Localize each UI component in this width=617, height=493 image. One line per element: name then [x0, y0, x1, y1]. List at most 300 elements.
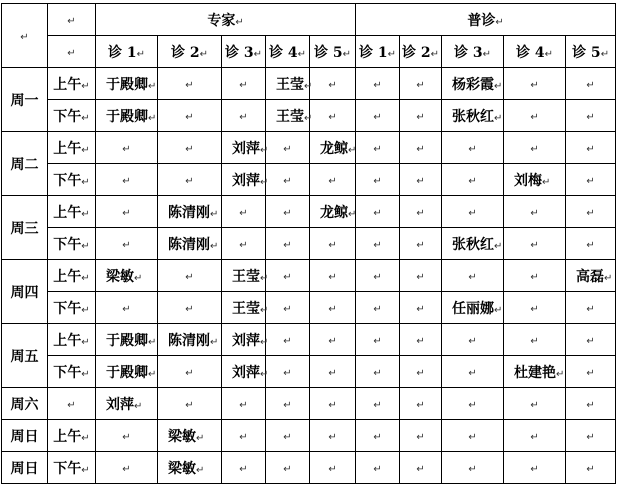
doctor-cell [96, 388, 158, 420]
paragraph-mark: ↵ [67, 399, 76, 411]
paragraph-mark: ↵ [348, 208, 357, 220]
doctor-cell [356, 420, 400, 452]
paragraph-mark: ↵ [468, 367, 477, 379]
paragraph-mark: ↵ [416, 271, 425, 283]
paragraph-mark: ↵ [348, 144, 357, 156]
paragraph-mark: ↵ [81, 272, 90, 284]
paragraph-mark: ↵ [210, 208, 219, 220]
doctor-name: 高磊 [576, 268, 605, 285]
paragraph-mark: ↵ [416, 143, 425, 155]
paragraph-mark: ↵ [373, 207, 382, 219]
doctor-cell [266, 228, 310, 260]
paragraph-mark: ↵ [468, 271, 477, 283]
doctor-cell [566, 196, 616, 228]
doctor-cell [266, 164, 310, 196]
doctor-cell [504, 132, 566, 164]
period-label: 上午 [53, 268, 82, 285]
doctor-cell [158, 164, 222, 196]
paragraph-mark: ↵ [148, 80, 157, 92]
doctor-cell [266, 452, 310, 484]
doctor-cell [566, 356, 616, 388]
doctor-cell [158, 228, 222, 260]
paragraph-mark: ↵ [260, 144, 269, 156]
doctor-cell [158, 260, 222, 292]
doctor-cell [96, 420, 158, 452]
col-header-general-1: 诊 1↵ [356, 36, 400, 68]
day-cell [2, 420, 48, 452]
doctor-cell [356, 356, 400, 388]
paragraph-mark: ↵ [239, 431, 248, 443]
period-label: 下午 [53, 236, 82, 253]
doctor-cell [566, 164, 616, 196]
period-label: 上午 [53, 140, 82, 157]
doctor-name: 于殿卿 [106, 332, 148, 349]
doctor-cell [566, 132, 616, 164]
day-cell [2, 196, 48, 260]
paragraph-mark: ↵ [328, 463, 337, 475]
paragraph-mark: ↵ [416, 303, 425, 315]
doctor-cell [96, 228, 158, 260]
doctor-name: 龙鲸 [320, 204, 348, 221]
paragraph-mark: ↵ [283, 175, 292, 187]
paragraph-mark: ↵ [586, 399, 595, 411]
period-cell [48, 228, 96, 260]
doctor-cell [566, 228, 616, 260]
clinic-schedule-table [1, 3, 616, 484]
doctor-cell [222, 388, 266, 420]
doctor-cell [442, 132, 504, 164]
paragraph-mark: ↵ [239, 111, 248, 123]
doctor-cell [442, 260, 504, 292]
doctor-cell [266, 292, 310, 324]
paragraph-mark: ↵ [468, 175, 477, 187]
paragraph-mark: ↵ [468, 143, 477, 155]
paragraph-mark: ↵ [530, 143, 539, 155]
paragraph-mark: ↵ [530, 303, 539, 315]
period-cell [48, 100, 96, 132]
doctor-cell [310, 164, 356, 196]
doctor-cell [356, 292, 400, 324]
doctor-cell [400, 196, 442, 228]
doctor-cell [504, 260, 566, 292]
doctor-cell [222, 356, 269, 388]
doctor-cell [566, 388, 616, 420]
day-cell [2, 452, 48, 484]
doctor-cell [266, 68, 313, 100]
doctor-cell [566, 324, 616, 356]
paragraph-mark: ↵ [239, 399, 248, 411]
period-label: 下午 [53, 108, 82, 125]
doctor-name: 陈清刚 [168, 236, 210, 253]
day-label: 周五 [10, 348, 39, 365]
paragraph-mark: ↵ [530, 431, 539, 443]
paragraph-mark: ↵ [81, 112, 90, 124]
period-cell [48, 356, 96, 388]
paragraph-mark: ↵ [416, 431, 425, 443]
doctor-cell [96, 100, 158, 132]
paragraph-mark: ↵ [260, 272, 269, 284]
period-label: 下午 [53, 172, 82, 189]
paragraph-mark: ↵ [416, 207, 425, 219]
doctor-cell [400, 100, 442, 132]
paragraph-mark: ↵ [210, 336, 219, 348]
doctor-cell [504, 196, 566, 228]
paragraph-mark: ↵ [81, 144, 90, 156]
paragraph-mark: ↵ [210, 240, 219, 252]
paragraph-mark: ↵ [283, 335, 292, 347]
paragraph-mark: ↵ [416, 463, 425, 475]
paragraph-mark: ↵ [530, 111, 539, 123]
paragraph-mark: ↵ [260, 336, 269, 348]
paragraph-mark: ↵ [185, 399, 194, 411]
doctor-cell [266, 324, 310, 356]
doctor-cell [222, 228, 266, 260]
paragraph-mark: ↵ [468, 335, 477, 347]
doctor-cell [266, 356, 310, 388]
col-header-general-4: 诊 4↵ [504, 36, 566, 68]
doctor-cell [442, 68, 504, 100]
paragraph-mark: ↵ [185, 79, 194, 91]
doctor-cell [400, 324, 442, 356]
day-cell [2, 132, 48, 196]
doctor-name: 杨彩霞 [452, 76, 495, 93]
group-header-expert: 专家↵ [96, 4, 356, 36]
paragraph-mark: ↵ [373, 143, 382, 155]
paragraph-mark: ↵ [530, 271, 539, 283]
doctor-cell [400, 260, 442, 292]
paragraph-mark: ↵ [260, 368, 269, 380]
doctor-cell [158, 420, 222, 452]
doctor-cell [96, 356, 158, 388]
paragraph-mark: ↵ [122, 239, 131, 251]
doctor-cell [158, 324, 222, 356]
paragraph-mark: ↵ [468, 399, 477, 411]
paragraph-mark: ↵ [373, 335, 382, 347]
period-cell [48, 260, 96, 292]
paragraph-mark: ↵ [328, 399, 337, 411]
paragraph-mark: ↵ [134, 272, 143, 284]
doctor-cell [310, 324, 356, 356]
paragraph-mark: ↵ [122, 431, 131, 443]
paragraph-mark: ↵ [328, 367, 337, 379]
paragraph-mark: ↵ [373, 399, 382, 411]
group-header-general: 普诊↵ [356, 4, 616, 36]
paragraph-mark: ↵ [239, 79, 248, 91]
paragraph-mark: ↵ [373, 463, 382, 475]
day-label: 周二 [10, 156, 39, 173]
doctor-cell [310, 260, 356, 292]
doctor-cell [566, 292, 616, 324]
period-label: 上午 [53, 204, 82, 221]
paragraph-mark: ↵ [416, 175, 425, 187]
header-row-groups [2, 4, 616, 36]
doctor-cell [504, 452, 566, 484]
doctor-name: 梁敏 [168, 428, 196, 445]
doctor-name: 于殿卿 [106, 108, 148, 125]
paragraph-mark: ↵ [328, 335, 337, 347]
doctor-cell [442, 164, 504, 196]
paragraph-mark: ↵ [304, 80, 313, 92]
paragraph-mark: ↵ [373, 79, 382, 91]
doctor-cell [222, 292, 269, 324]
doctor-cell [400, 356, 442, 388]
paragraph-mark: ↵ [556, 368, 565, 380]
paragraph-mark: ↵ [586, 175, 595, 187]
paragraph-mark: ↵ [530, 335, 539, 347]
paragraph-mark: ↵ [185, 271, 194, 283]
paragraph-mark: ↵ [530, 207, 539, 219]
doctor-cell [266, 420, 310, 452]
doctor-cell [356, 324, 400, 356]
doctor-cell [222, 196, 266, 228]
doctor-name: 王莹 [232, 300, 260, 317]
doctor-cell [222, 68, 266, 100]
day-label: 周日 [10, 460, 39, 477]
doctor-cell [158, 196, 222, 228]
paragraph-mark: ↵ [283, 271, 292, 283]
paragraph-mark: ↵ [328, 175, 337, 187]
doctor-cell [400, 452, 442, 484]
paragraph-mark: ↵ [148, 368, 157, 380]
doctor-cell [158, 132, 222, 164]
schedule-row [2, 100, 616, 132]
period-cell [48, 420, 96, 452]
doctor-cell [356, 452, 400, 484]
day-cell [2, 388, 48, 420]
paragraph-mark: ↵ [494, 80, 503, 92]
doctor-cell [400, 68, 442, 100]
paragraph-mark: ↵ [283, 207, 292, 219]
paragraph-mark: ↵ [586, 111, 595, 123]
doctor-cell [222, 100, 266, 132]
paragraph-mark: ↵ [586, 79, 595, 91]
period-cell [48, 68, 96, 100]
paragraph-mark: ↵ [81, 240, 90, 252]
paragraph-mark: ↵ [148, 112, 157, 124]
doctor-cell [442, 356, 504, 388]
col-header-expert-5: 诊 5↵ [310, 36, 356, 68]
header-blank-cell: ↵ [48, 36, 96, 68]
paragraph-mark: ↵ [586, 335, 595, 347]
day-cell [2, 68, 48, 132]
doctor-name: 龙鲸 [320, 140, 348, 157]
paragraph-mark: ↵ [328, 303, 337, 315]
doctor-cell [400, 164, 442, 196]
paragraph-mark: ↵ [260, 176, 269, 188]
paragraph-mark: ↵ [148, 336, 157, 348]
doctor-cell [310, 388, 356, 420]
doctor-cell [96, 196, 158, 228]
schedule-row [2, 228, 616, 260]
doctor-cell [400, 132, 442, 164]
doctor-cell [504, 164, 566, 196]
doctor-cell [442, 100, 504, 132]
paragraph-mark: ↵ [239, 207, 248, 219]
doctor-cell [310, 68, 356, 100]
paragraph-mark: ↵ [81, 80, 90, 92]
schedule-row [2, 356, 616, 388]
paragraph-mark: ↵ [283, 463, 292, 475]
doctor-cell [96, 292, 158, 324]
col-header-general-5: 诊 5↵ [566, 36, 616, 68]
doctor-cell [158, 100, 222, 132]
paragraph-mark: ↵ [328, 431, 337, 443]
header-blank-cell: ↵ [48, 4, 96, 36]
paragraph-mark: ↵ [283, 431, 292, 443]
doctor-cell [504, 324, 566, 356]
schedule-row [2, 388, 616, 420]
schedule-row [2, 164, 616, 196]
paragraph-mark: ↵ [416, 239, 425, 251]
doctor-cell [310, 356, 356, 388]
doctor-cell [310, 292, 356, 324]
period-cell [48, 388, 96, 420]
doctor-name: 刘萍 [232, 140, 260, 157]
paragraph-mark: ↵ [185, 367, 194, 379]
doctor-name: 梁敏 [106, 268, 134, 285]
paragraph-mark: ↵ [530, 399, 539, 411]
period-cell [48, 132, 96, 164]
doctor-cell [504, 292, 566, 324]
paragraph-mark: ↵ [530, 239, 539, 251]
schedule-row [2, 324, 616, 356]
paragraph-mark: ↵ [283, 303, 292, 315]
doctor-cell [504, 68, 566, 100]
paragraph-mark: ↵ [586, 239, 595, 251]
doctor-cell [504, 228, 566, 260]
doctor-cell [566, 100, 616, 132]
doctor-cell [310, 196, 356, 228]
paragraph-mark: ↵ [81, 464, 90, 476]
col-header-general-3: 诊 3↵ [442, 36, 504, 68]
schedule-row [2, 292, 616, 324]
doctor-cell [266, 388, 310, 420]
doctor-cell [356, 228, 400, 260]
doctor-name: 于殿卿 [106, 364, 148, 381]
paragraph-mark: ↵ [586, 207, 595, 219]
period-cell [48, 196, 96, 228]
period-label: 上午 [53, 76, 82, 93]
paragraph-mark: ↵ [542, 176, 551, 188]
doctor-name: 任丽娜 [452, 300, 495, 317]
col-header-expert-3: 诊 3↵ [222, 36, 266, 68]
doctor-cell [442, 292, 504, 324]
schedule-row [2, 132, 616, 164]
doctor-cell [310, 132, 356, 164]
doctor-name: 张秋红 [452, 108, 495, 125]
period-cell [48, 292, 96, 324]
paragraph-mark: ↵ [373, 431, 382, 443]
paragraph-mark: ↵ [185, 143, 194, 155]
paragraph-mark: ↵ [239, 239, 248, 251]
day-cell [2, 324, 48, 388]
doctor-cell [400, 388, 442, 420]
doctor-name: 杜建艳 [514, 364, 557, 381]
doctor-name: 王莹 [232, 268, 260, 285]
paragraph-mark: ↵ [586, 367, 595, 379]
paragraph-mark: ↵ [604, 272, 613, 284]
paragraph-mark: ↵ [196, 432, 205, 444]
doctor-name: 刘萍 [232, 332, 260, 349]
paragraph-mark: ↵ [416, 79, 425, 91]
doctor-cell [96, 324, 158, 356]
paragraph-mark: ↵ [586, 143, 595, 155]
paragraph-mark: ↵ [328, 79, 337, 91]
schedule-row [2, 260, 616, 292]
doctor-cell [504, 388, 566, 420]
period-cell [48, 164, 96, 196]
schedule-row [2, 196, 616, 228]
doctor-cell [310, 452, 356, 484]
paragraph-mark: ↵ [283, 239, 292, 251]
col-header-expert-1: 诊 1↵ [96, 36, 158, 68]
paragraph-mark: ↵ [196, 464, 205, 476]
doctor-name: 刘萍 [106, 396, 134, 413]
doctor-name: 刘萍 [232, 364, 260, 381]
doctor-cell [504, 420, 566, 452]
doctor-cell [442, 228, 504, 260]
paragraph-mark: ↵ [468, 463, 477, 475]
doctor-cell [266, 196, 310, 228]
doctor-cell [442, 452, 504, 484]
paragraph-mark: ↵ [373, 271, 382, 283]
paragraph-mark: ↵ [328, 111, 337, 123]
doctor-cell [504, 100, 566, 132]
doctor-cell [356, 100, 400, 132]
paragraph-mark: ↵ [328, 271, 337, 283]
doctor-cell [158, 388, 222, 420]
doctor-name: 刘萍 [232, 172, 260, 189]
doctor-cell [158, 68, 222, 100]
paragraph-mark: ↵ [134, 400, 143, 412]
paragraph-mark: ↵ [373, 303, 382, 315]
doctor-name: 于殿卿 [106, 76, 148, 93]
col-header-general-2: 诊 2↵ [400, 36, 442, 68]
doctor-cell [400, 228, 442, 260]
period-label: 下午 [53, 300, 82, 317]
paragraph-mark: ↵ [283, 367, 292, 379]
paragraph-mark: ↵ [416, 367, 425, 379]
doctor-cell [96, 260, 158, 292]
doctor-cell [96, 452, 158, 484]
paragraph-mark: ↵ [185, 111, 194, 123]
paragraph-mark: ↵ [494, 112, 503, 124]
doctor-cell [158, 452, 222, 484]
doctor-cell [400, 292, 442, 324]
doctor-name: 陈清刚 [168, 332, 210, 349]
paragraph-mark: ↵ [122, 207, 131, 219]
day-cell [2, 260, 48, 324]
paragraph-mark: ↵ [373, 111, 382, 123]
paragraph-mark: ↵ [122, 303, 131, 315]
doctor-cell [266, 260, 310, 292]
day-label: 周一 [10, 92, 39, 109]
doctor-cell [442, 324, 504, 356]
paragraph-mark: ↵ [122, 463, 131, 475]
paragraph-mark: ↵ [373, 239, 382, 251]
doctor-cell [222, 452, 266, 484]
paragraph-mark: ↵ [328, 239, 337, 251]
paragraph-mark: ↵ [468, 431, 477, 443]
schedule-row [2, 420, 616, 452]
paragraph-mark: ↵ [416, 335, 425, 347]
doctor-cell [222, 164, 269, 196]
doctor-cell [158, 356, 222, 388]
doctor-cell [96, 164, 158, 196]
doctor-cell [356, 68, 400, 100]
schedule-row [2, 452, 616, 484]
doctor-cell [356, 196, 400, 228]
